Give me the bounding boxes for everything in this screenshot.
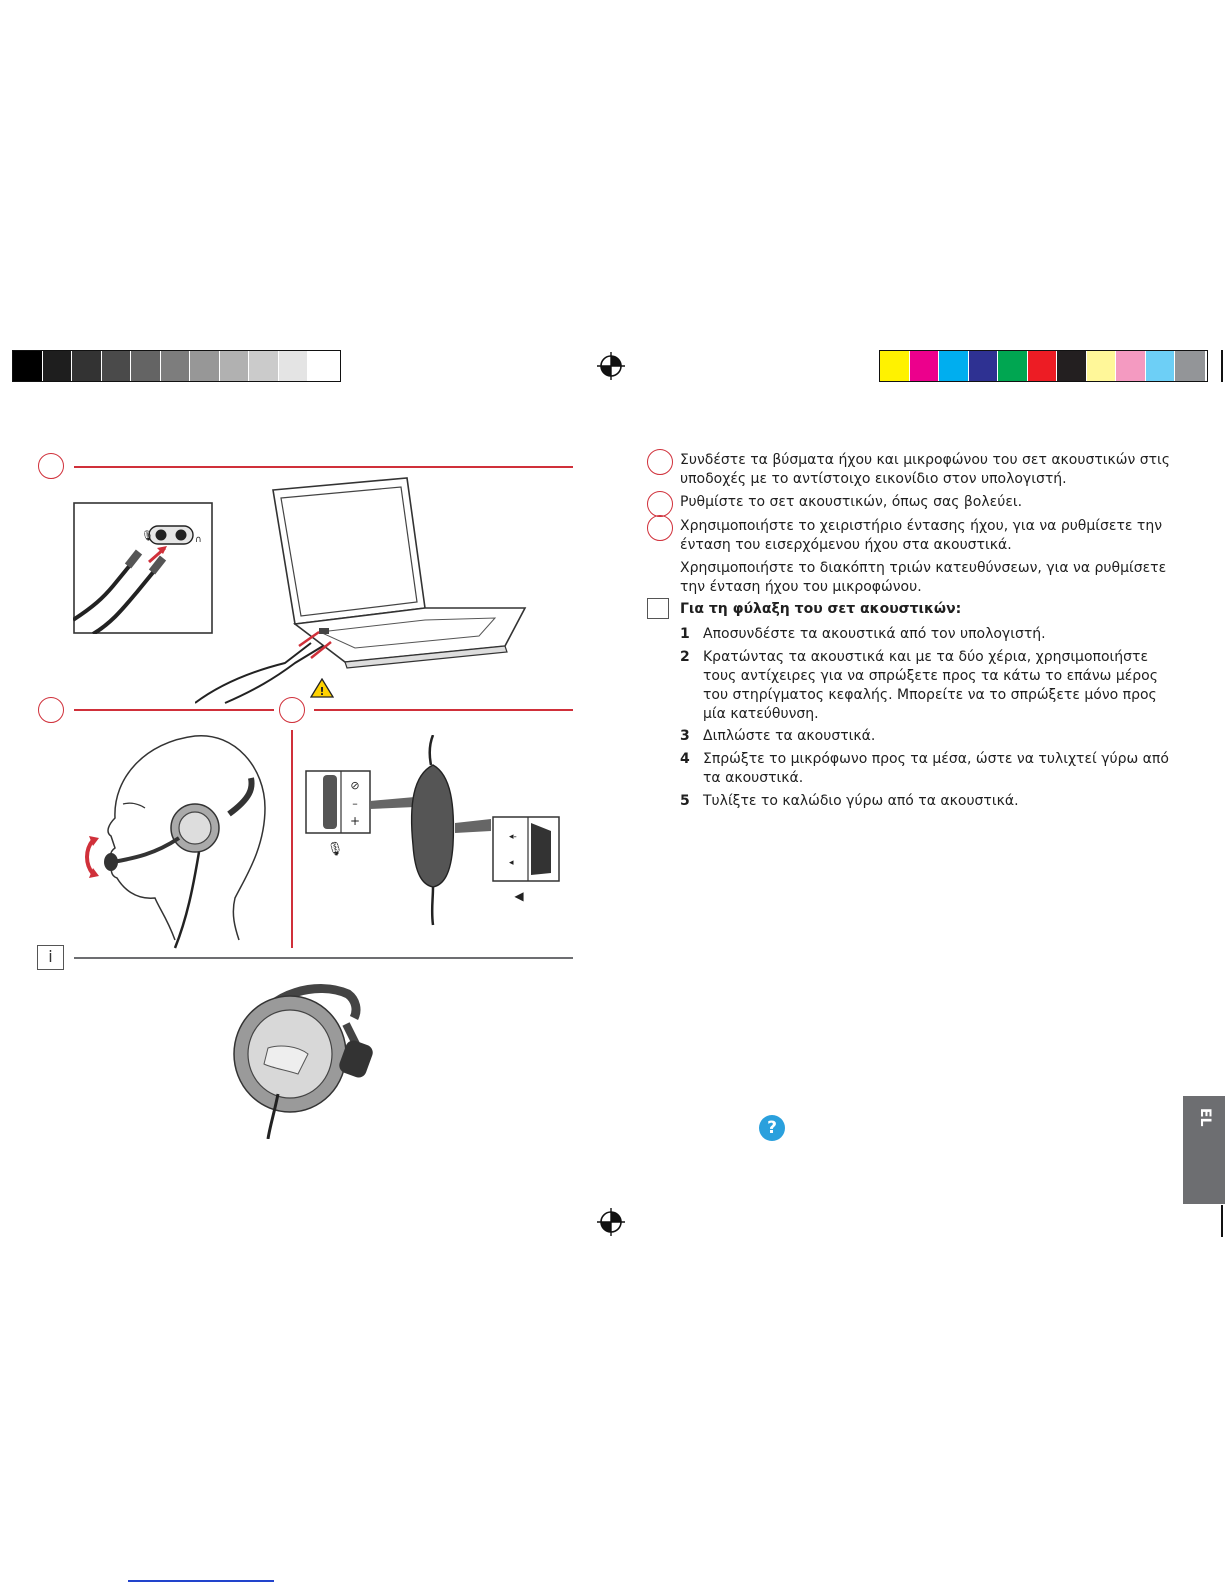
- svg-text:∩: ∩: [195, 535, 202, 545]
- grayscale-swatch: [131, 351, 161, 381]
- color-swatch: [1028, 351, 1058, 381]
- jack-closeup-illustration: [73, 502, 213, 634]
- step-c-marker: [647, 515, 673, 541]
- storage-step-number: 1: [680, 626, 690, 642]
- storage-step-text: Διπλώστε τα ακουστικά.: [703, 728, 876, 744]
- mic-switch-mark-plus: +: [349, 814, 361, 828]
- inline-volume-control-illustration: [305, 735, 569, 930]
- grayscale-swatch: [43, 351, 73, 381]
- grayscale-swatch: [220, 351, 250, 381]
- step-c-text: Χρησιμοποιήστε το χειριστήριο έντασης ήχου, για να ρυθμίσετε την ένταση του εισερχόμενου ήχου στα ακουστικά.: [680, 518, 1163, 553]
- grayscale-swatch: [13, 351, 43, 381]
- storage-heading: Για τη φύλαξη του σετ ακουστικών:: [680, 601, 962, 617]
- info-section-rule: [74, 957, 573, 959]
- grayscale-swatch: [161, 351, 191, 381]
- step-c-extra-text: Χρησιμοποιήστε το διακόπτη τριών κατευθύνσεων, για να ρυθμίσετε την ένταση ήχου του μικροφώνου.: [680, 560, 1167, 595]
- color-calibration-bar: [879, 350, 1208, 382]
- grayscale-swatch: [308, 351, 338, 381]
- storage-step-number: 2: [680, 649, 690, 665]
- grayscale-swatch: [72, 351, 102, 381]
- color-swatch: [910, 351, 940, 381]
- step-a-text: Συνδέστε τα βύσματα ήχου και μικροφώνου του σετ ακουστικών στις υποδοχές με το αντίστοιχο εικονίδιο στον υπολογιστή.: [680, 452, 1171, 487]
- grayscale-calibration-bar: [12, 350, 341, 382]
- color-swatch: [880, 351, 910, 381]
- info-label: i: [48, 947, 53, 966]
- folded-headset-illustration: [228, 984, 378, 1139]
- registration-mark-bottom: [597, 1208, 625, 1236]
- warning-icon: [310, 678, 334, 698]
- help-icon[interactable]: ?: [759, 1115, 785, 1141]
- color-swatch: [1087, 351, 1117, 381]
- mic-switch-mark-off: ⊘: [350, 779, 360, 792]
- crop-tick-right-bottom: [1221, 1205, 1223, 1237]
- section-c-marker: [279, 697, 305, 723]
- color-swatch: [1116, 351, 1146, 381]
- grayscale-swatch: [279, 351, 309, 381]
- storage-step-text: Σπρώξτε το μικρόφωνο προς τα μέσα, ώστε να τυλιχτεί γύρω από τα ακουστικά.: [703, 751, 1169, 786]
- language-tab-label: EL: [1197, 1108, 1213, 1127]
- grayscale-swatch: [249, 351, 279, 381]
- storage-step-number: 5: [680, 793, 690, 809]
- color-swatch: [969, 351, 999, 381]
- storage-step-text: Αποσυνδέστε τα ακουστικά από τον υπολογιστή.: [703, 626, 1046, 642]
- mic-switch-mark-minus: –: [352, 797, 358, 810]
- svg-text:◀: ◀: [514, 889, 524, 903]
- color-swatch: [998, 351, 1028, 381]
- color-swatch: [1175, 351, 1205, 381]
- color-swatch: [1057, 351, 1087, 381]
- storage-section-marker: [647, 598, 669, 619]
- svg-text:◂: ◂: [509, 858, 514, 868]
- section-a-marker: [38, 453, 64, 479]
- color-swatch: [1146, 351, 1176, 381]
- svg-text:!: !: [319, 685, 325, 698]
- grayscale-swatch: [190, 351, 220, 381]
- storage-step-text: Τυλίξτε το καλώδιο γύρω από τα ακουστικά.: [703, 793, 1019, 809]
- section-b-marker: [38, 697, 64, 723]
- laptop-illustration: [195, 468, 535, 708]
- section-c-rule: [314, 709, 573, 711]
- grayscale-swatch: [102, 351, 132, 381]
- svg-text:🎙: 🎙: [326, 842, 344, 857]
- language-tab: [1183, 1096, 1225, 1204]
- step-b-text: Ρυθμίστε το σετ ακουστικών, όπως σας βολεύει.: [680, 494, 1023, 510]
- storage-step-number: 3: [680, 728, 690, 744]
- svg-text:◂-: ◂-: [509, 832, 517, 842]
- step-b-marker: [647, 491, 673, 517]
- bar-end-tick: [1221, 350, 1223, 382]
- storage-step-text: Κρατώντας τα ακουστικά και με τα δύο χέρια, χρησιμοποιήστε τους αντίχειρες για να σπρώξετε προς τα κάτω το επάνω μέρος του στηρίγματος κεφαλής. Μπορείτε να το σπρώξετε μόνο προς μία κατεύθυνση.: [703, 649, 1158, 722]
- storage-step-number: 4: [680, 751, 690, 767]
- step-a-marker: [647, 449, 673, 475]
- section-c-divider: [291, 730, 293, 948]
- section-b-rule: [74, 709, 274, 711]
- registration-mark-top: [597, 352, 625, 380]
- color-swatch: [939, 351, 969, 381]
- head-with-headset-illustration: [75, 728, 275, 950]
- svg-text:🎙: 🎙: [141, 531, 154, 542]
- footer-link-underline: [128, 1580, 274, 1582]
